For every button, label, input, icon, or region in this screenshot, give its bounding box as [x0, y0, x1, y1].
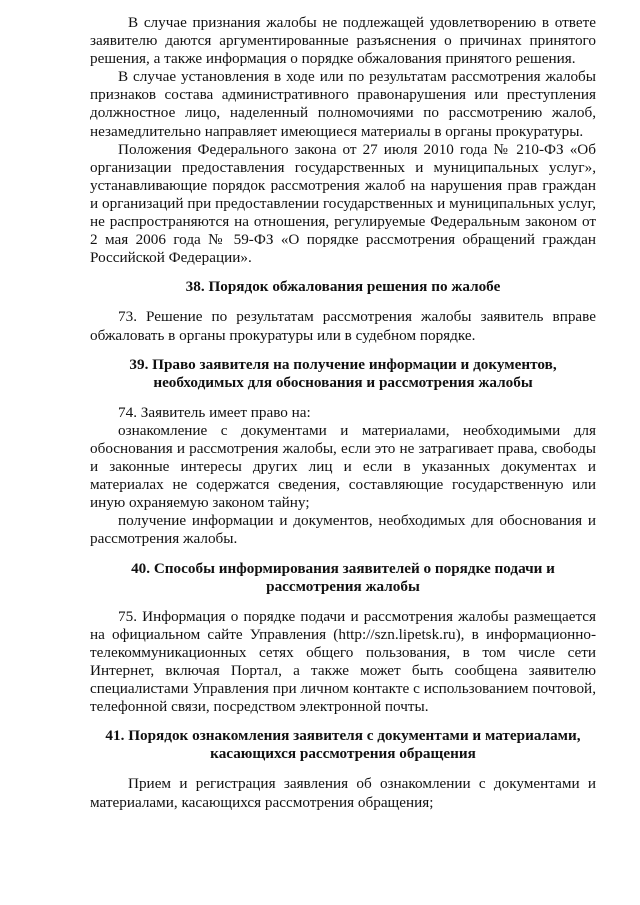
- paragraph-73: 73. Решение по результатам рассмотрения жалобы заявитель вправе обжаловать в органы прокуратуры или в судебном порядке.: [90, 308, 596, 344]
- paragraph-reception-registration: Прием и регистрация заявления об ознакомлении с документами и материалами, касающихся рассмотрения обращения;: [90, 775, 596, 811]
- paragraph-74-obtaining-info: получение информации и документов, необходимых для обоснования и рассмотрения жалобы.: [90, 512, 596, 548]
- section-39-heading: [90, 356, 596, 392]
- spacer: [90, 392, 596, 404]
- spacer: [90, 716, 596, 727]
- paragraph-prosecution-referral: В случае установления в ходе или по результатам рассмотрения жалобы признаков состава административного правонарушения или преступления должностное лицо, наделенный полномочиями по рассмотрению жалоб, незамедлительно направляет имеющиеся материалы в органы прокуратуры.: [90, 68, 596, 140]
- paragraph-federal-law-provisions: Положения Федерального закона от 27 июля 2010 года № 210-ФЗ «Об организации предоставления государственных и муниципальных услуг», устанавливающие порядок рассмотрения жалоб на нарушения прав граждан и организаций при предоставлении государственных и муниципальных услуг, не распространяются на отношения, регулируемые Федеральным законом от 2 мая 2006 года № 59-ФЗ «О порядке рассмотрения обращений граждан Российской Федерации».: [90, 140, 596, 267]
- spacer: [90, 267, 596, 278]
- spacer: [90, 763, 596, 775]
- section-41-heading: [90, 727, 596, 763]
- paragraph-74-familiarization: ознакомление с документами и материалами, необходимыми для обоснования и рассмотрения жалобы, если это не затрагивает права, свободы и законные интересы других лиц и если в указанных документах и материалах не содержатся сведения, составляющие государственную или иную охраняемую законом тайну;: [90, 421, 596, 512]
- spacer: [90, 296, 596, 308]
- section-39-heading-line2: необходимых для обоснования и рассмотрения жалобы: [153, 373, 533, 391]
- paragraph-74: 74. Заявитель имеет право на:: [118, 403, 311, 421]
- spacer: [90, 345, 596, 356]
- spacer: [90, 549, 596, 560]
- section-41-heading-line1: 41. Порядок ознакомления заявителя с документами и материалами,: [105, 727, 581, 745]
- section-40-heading-line1: 40. Способы информирования заявителей о порядке подачи и: [131, 559, 555, 577]
- spacer: [90, 596, 596, 608]
- section-40-heading: [90, 560, 596, 596]
- document-body: [90, 14, 596, 812]
- section-40-heading-line2: рассмотрения жалобы: [266, 577, 420, 595]
- paragraph-rejection-explanation: В случае признания жалобы не подлежащей удовлетворению в ответе заявителю даются аргументированные разъяснения о причинах принятого решения, а также информация о порядке обжалования принятого решения.: [90, 14, 596, 68]
- section-41-heading-line2: касающихся рассмотрения обращения: [210, 745, 476, 763]
- paragraph-75: 75. Информация о порядке подачи и рассмотрения жалобы размещается на официальном сайте Управления (http://szn.lipetsk.ru), в информационно-телекоммуникационных сетях общего пользования, в том числе сети Интернет, включая Портал, а также может быть сообщена заявителю специалистами Управления при личном контакте с использованием почтовой, телефонной связи, посредством электронной почты.: [90, 607, 596, 716]
- section-38-heading: 38. Порядок обжалования решения по жалобе: [185, 278, 501, 296]
- section-39-heading-line1: 39. Право заявителя на получение информации и документов,: [129, 355, 557, 373]
